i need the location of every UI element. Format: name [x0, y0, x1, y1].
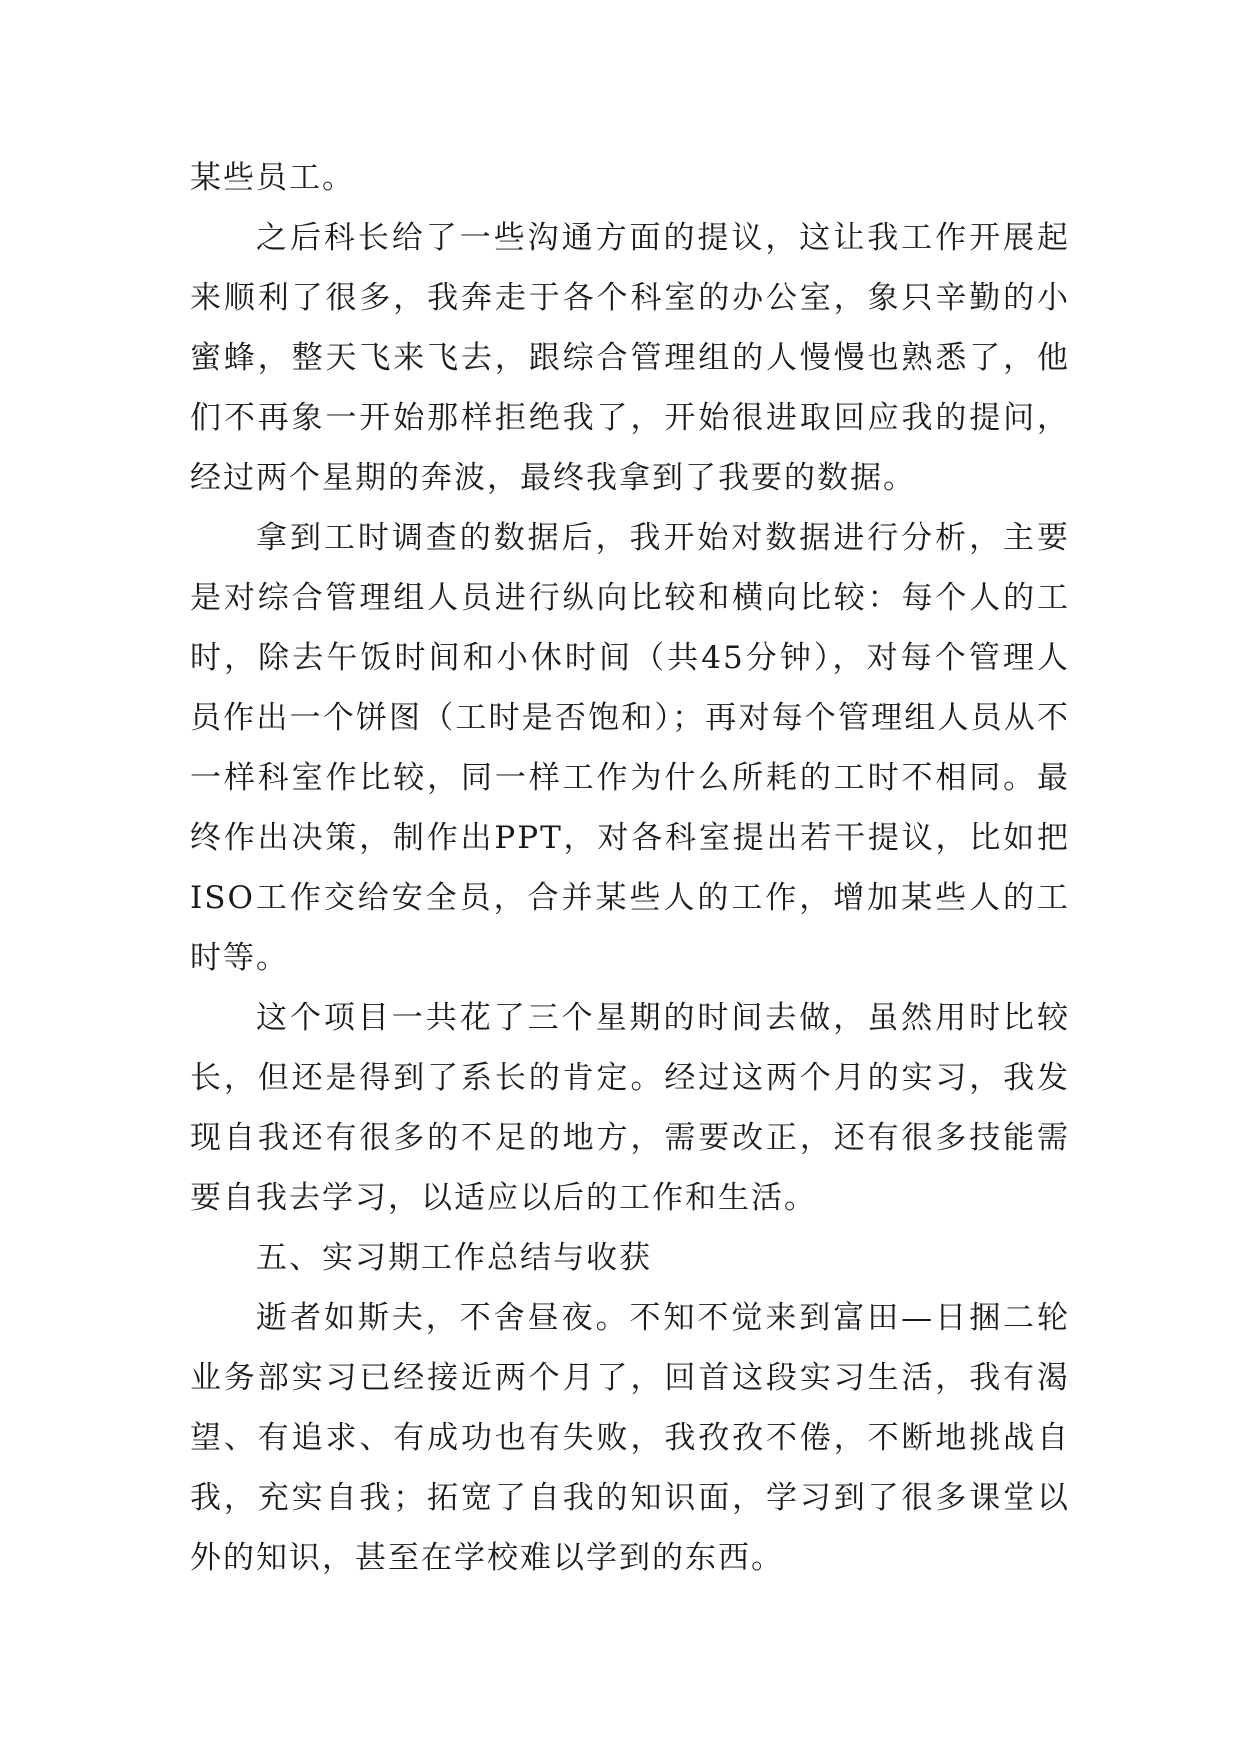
paragraph-communication: 之后科长给了一些沟通方面的提议，这让我工作开展起来顺利了很多，我奔走于各个科室的办公室，象只辛勤的小蜜蜂，整天飞来飞去，跟综合管理组的人慢慢也熟悉了，他们不再象一开始那样拒绝我了，开始很进取回应我的提问，经过两个星期的奔波，最终我拿到了我要的数据。: [190, 220, 1070, 496]
section-heading: 五、实习期工作总结与收获: [256, 1240, 652, 1276]
paragraph-project-result: 这个项目一共花了三个星期的时间去做，虽然用时比较长，但还是得到了系长的肯定。经过这两个月的实习，我发现自我还有很多的不足的地方，需要改正，还有很多技能需要自我去学习，以适应以后的工作和生活。: [190, 1000, 1070, 1216]
document-body: [190, 148, 1070, 1588]
paragraph-analysis: 拿到工时调查的数据后，我开始对数据进行分析，主要是对综合管理组人员进行纵向比较和横向比较：每个人的工时，除去午饭时间和小休时间（共45分钟），对每个管理人员作出一个饼图（工时是否饱和）；再对每个管理组人员从不一样科室作比较，同一样工作为什么所耗的工时不相同。最终作出决策，制作出PPT，对各科室提出若干提议，比如把ISO工作交给安全员，合并某些人的工作，增加某些人的工时等。: [190, 520, 1070, 976]
paragraph-continuation: 某些员工。: [190, 160, 355, 196]
paragraph-summary: 逝者如斯夫，不舍昼夜。不知不觉来到富田—日捆二轮业务部实习已经接近两个月了，回首这段实习生活，我有渴望、有追求、有成功也有失败，我孜孜不倦，不断地挑战自我，充实自我；拓宽了自我的知识面，学习到了很多课堂以外的知识，甚至在学校难以学到的东西。: [190, 1300, 1070, 1576]
